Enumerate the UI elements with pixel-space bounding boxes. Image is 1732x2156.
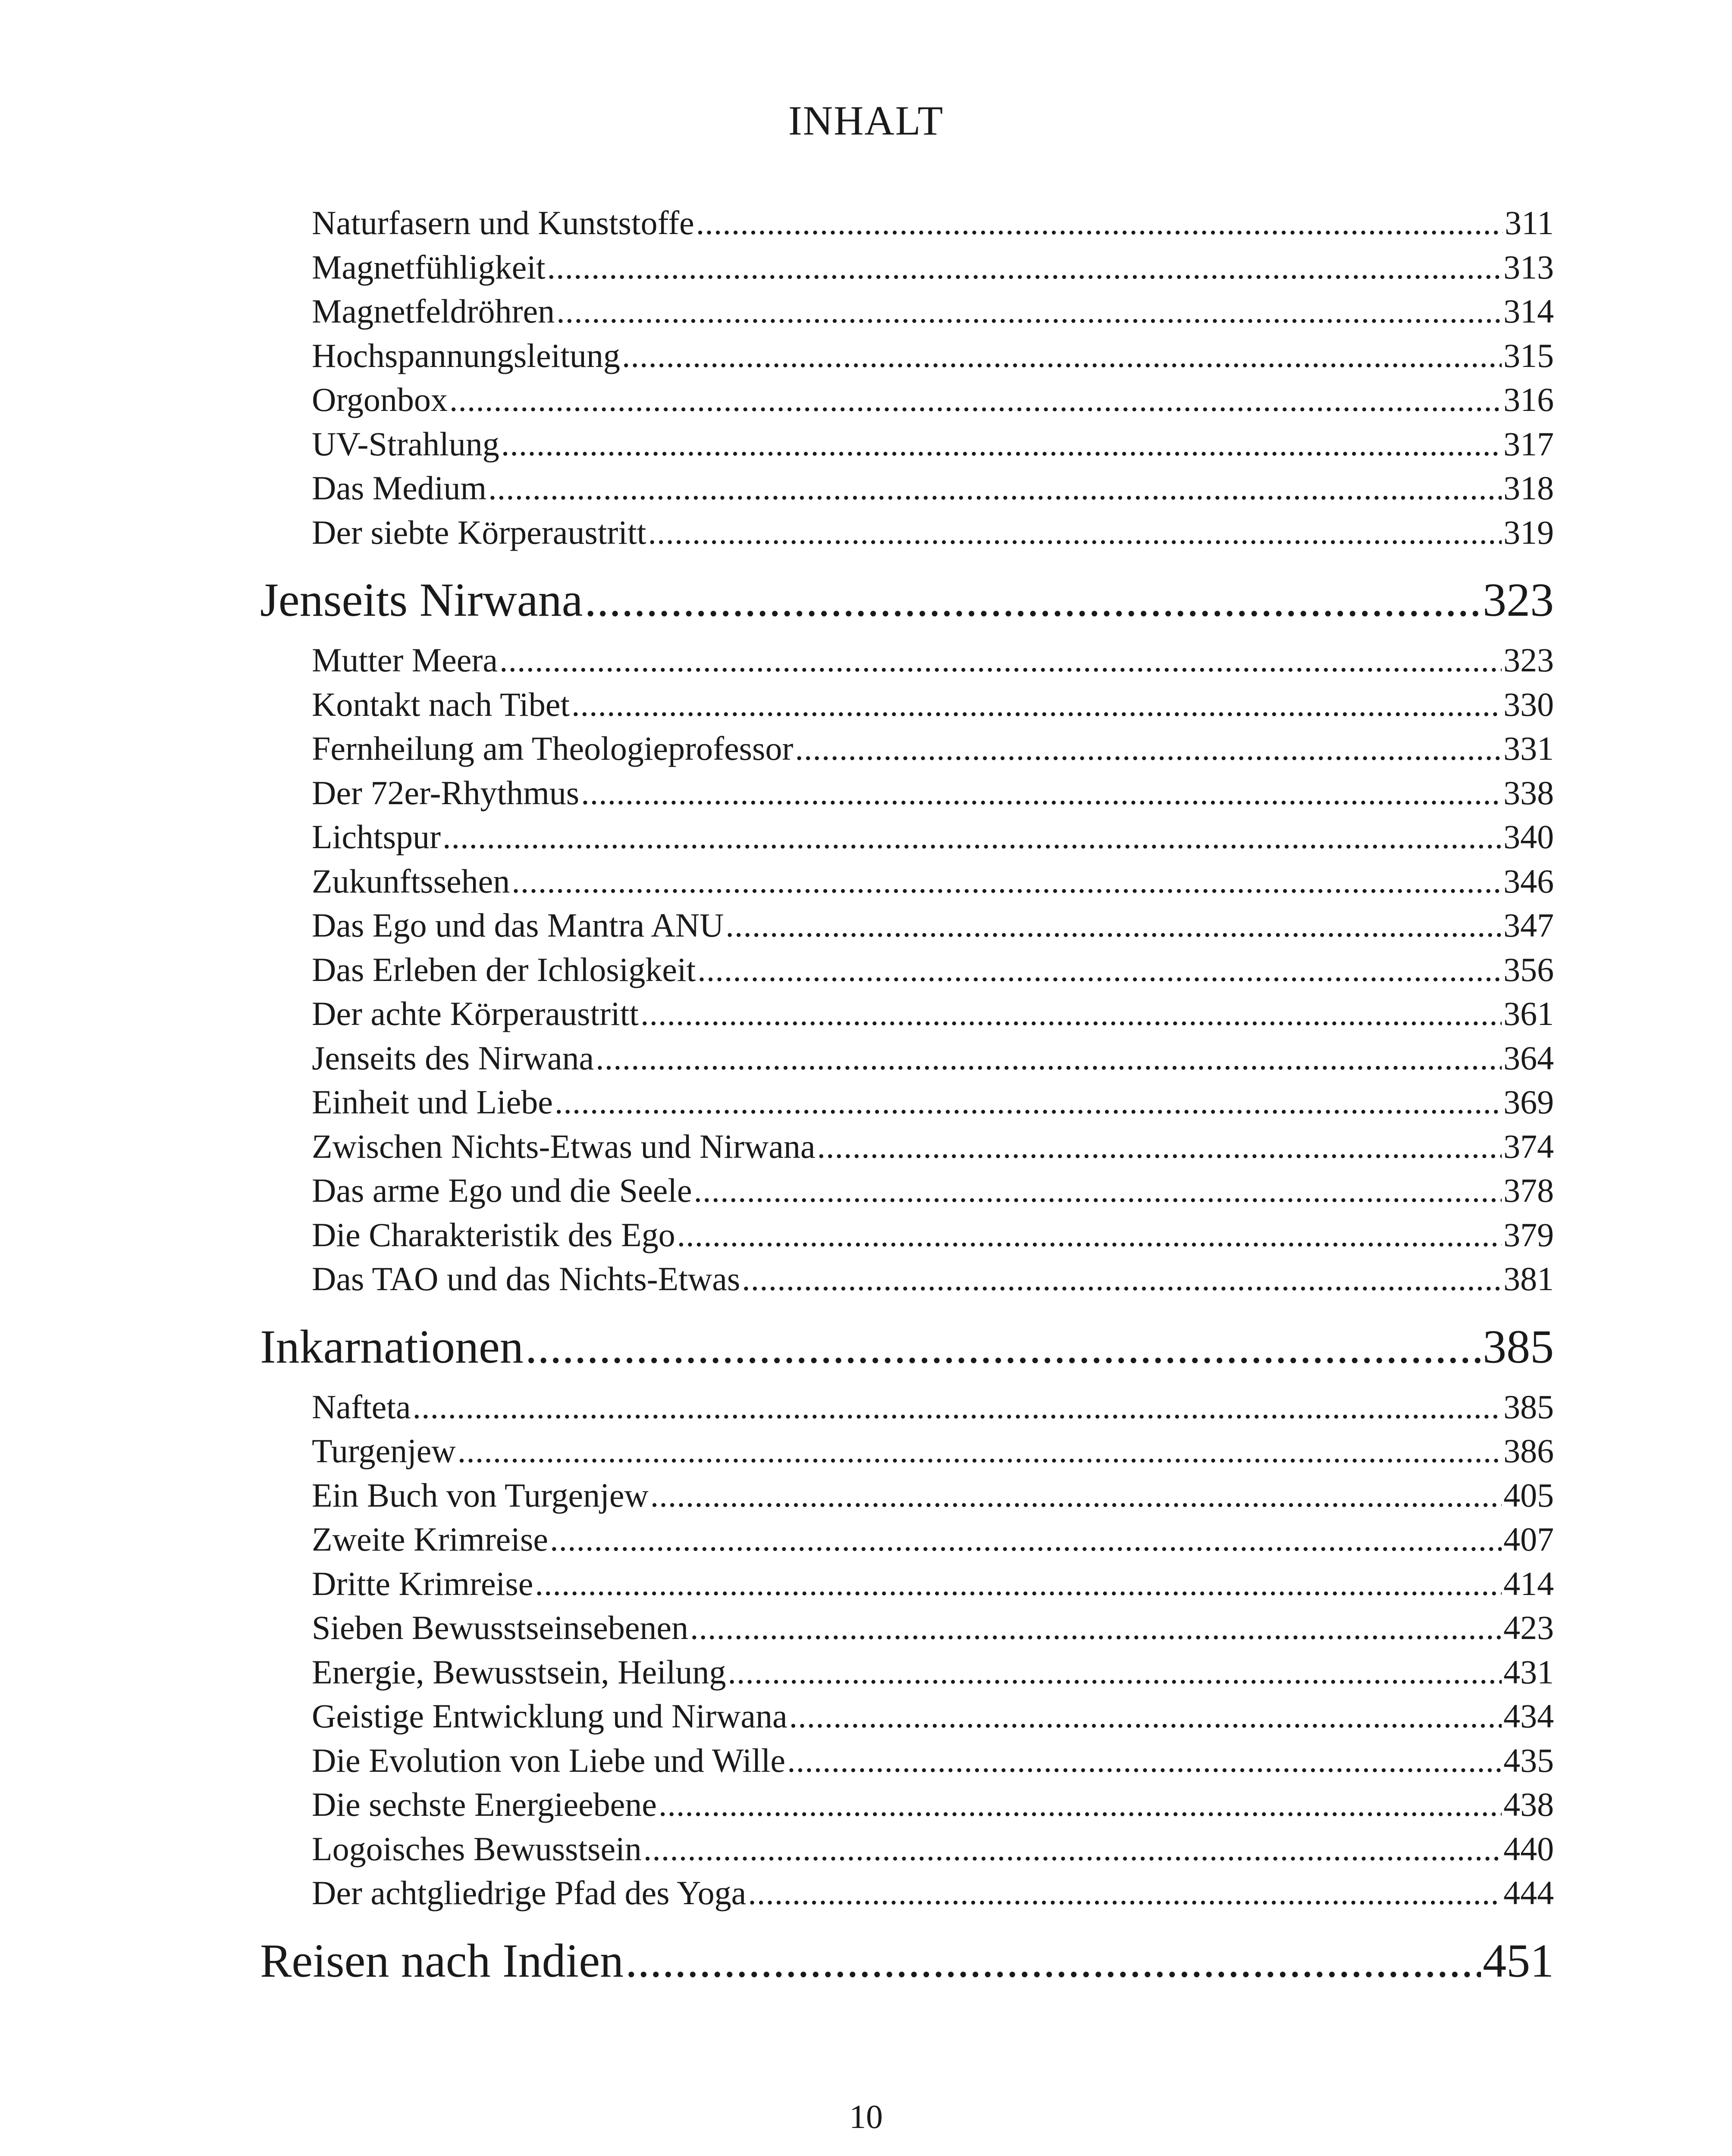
toc-entry [260, 1434, 1554, 1479]
dot-leader [596, 1041, 1502, 1075]
entry-page-number: 369 [1503, 1083, 1554, 1121]
entry-page-number: 385 [1503, 1388, 1554, 1426]
entry-title: UV-Strahlung [312, 425, 499, 463]
entry-title: Kontakt nach Tibet [312, 685, 570, 723]
toc-entry [260, 1127, 1554, 1174]
entry-page-number: 340 [1503, 818, 1554, 856]
entry-title: Das Medium [312, 469, 487, 507]
dot-leader [555, 1085, 1502, 1119]
entry-page-number: 338 [1503, 774, 1554, 812]
toc-entry [260, 1564, 1554, 1611]
entry-title: Das Erleben der Ichlosigkeit [312, 950, 696, 988]
entry-page-number: 317 [1503, 425, 1554, 463]
dot-leader [725, 909, 1502, 942]
toc-entry [260, 248, 1554, 295]
toc-entry [260, 1832, 1554, 1877]
entry-title: Das TAO und das Nichts-Etwas [312, 1260, 740, 1297]
entry-title: Hochspannungsleitung [312, 336, 620, 374]
toc-entry [260, 1174, 1554, 1218]
dot-leader [694, 1174, 1502, 1207]
dot-leader [501, 427, 1502, 461]
dot-leader [556, 295, 1502, 328]
entry-page-number: 435 [1503, 1741, 1554, 1779]
dot-leader [449, 383, 1502, 417]
toc-entry [260, 1655, 1554, 1700]
chapter-page-number: 323 [1483, 573, 1554, 626]
dot-leader [622, 339, 1502, 373]
toc-entry [260, 1699, 1554, 1744]
entry-title: Magnetfühligkeit [312, 248, 546, 286]
dot-leader [748, 1876, 1502, 1910]
entry-title: Der siebte Körperaustritt [312, 513, 646, 551]
dot-leader [550, 1523, 1502, 1556]
entry-page-number: 438 [1503, 1786, 1554, 1823]
toc-entry [260, 997, 1554, 1041]
entry-title: Zweite Krimreise [312, 1520, 548, 1558]
dot-leader [488, 471, 1502, 505]
chapter-title: Jenseits Nirwana [260, 573, 583, 626]
dot-leader [442, 820, 1502, 854]
toc-entry [260, 820, 1554, 865]
entry-page-number: 315 [1503, 336, 1554, 374]
entry-title: Die Evolution von Liebe und Wille [312, 1741, 786, 1779]
toc-chapter-heading [260, 1320, 1554, 1390]
dot-leader [728, 1655, 1502, 1689]
entry-title: Ein Buch von Turgenjew [312, 1476, 649, 1514]
toc-entry [260, 906, 1554, 953]
toc-entry [260, 1876, 1554, 1921]
dot-leader [584, 576, 1481, 624]
entry-title: Jenseits des Nirwana [312, 1039, 594, 1077]
entry-page-number: 374 [1503, 1127, 1554, 1165]
toc-entry [260, 1262, 1554, 1307]
dot-leader [458, 1434, 1502, 1468]
dot-leader [789, 1699, 1502, 1733]
entry-page-number: 346 [1503, 862, 1554, 900]
toc-entry [260, 1390, 1554, 1435]
dot-leader [581, 776, 1502, 810]
toc-chapter-heading [260, 573, 1554, 643]
entry-title: Naturfasern und Kunststoffe [312, 204, 694, 241]
entry-page-number: 361 [1503, 995, 1554, 1032]
chapter-title: Reisen nach Indien [260, 1934, 624, 1987]
chapter-page-number: 451 [1483, 1934, 1554, 1987]
dot-leader [817, 1130, 1502, 1163]
entry-page-number: 313 [1503, 248, 1554, 286]
entry-page-number: 381 [1503, 1260, 1554, 1297]
dot-leader [650, 1479, 1502, 1512]
page-number: 10 [849, 2098, 883, 2135]
toc-entry [260, 776, 1554, 821]
toc-entry [260, 1741, 1554, 1788]
dot-leader [499, 643, 1502, 677]
dot-leader [690, 1611, 1502, 1645]
dot-leader [659, 1788, 1502, 1821]
dot-leader [511, 865, 1502, 898]
entry-page-number: 311 [1504, 204, 1554, 241]
entry-page-number: 378 [1503, 1172, 1554, 1209]
entry-title: Fernheilung am Theologieprofessor [312, 730, 794, 767]
toc-lead-section [260, 206, 1554, 560]
dot-leader [525, 1323, 1481, 1370]
dot-leader [413, 1390, 1502, 1424]
entry-page-number: 316 [1503, 381, 1554, 418]
toc-entry [260, 643, 1554, 688]
entry-title: Der achte Körperaustritt [312, 995, 639, 1032]
entry-page-number: 318 [1503, 469, 1554, 507]
entry-title: Das arme Ego und die Seele [312, 1172, 692, 1209]
entry-title: Der 72er-Rhythmus [312, 774, 580, 812]
entry-page-number: 379 [1503, 1216, 1554, 1253]
entry-title: Turgenjew [312, 1432, 456, 1470]
toc-chapters [260, 560, 1554, 2004]
entry-page-number: 314 [1503, 292, 1554, 330]
entry-title: Geistige Entwicklung und Nirwana [312, 1697, 788, 1735]
toc-chapter-heading [260, 1934, 1554, 2004]
entry-title: Zukunftssehen [312, 862, 510, 900]
entry-page-number: 356 [1503, 950, 1554, 988]
dot-leader [677, 1218, 1502, 1252]
chapter-page-number: 385 [1483, 1320, 1554, 1373]
toc-chapter-section [260, 1307, 1554, 1921]
toc-entry [260, 685, 1554, 732]
toc-entry [260, 950, 1554, 997]
entry-page-number: 431 [1503, 1653, 1554, 1691]
entry-page-number: 347 [1503, 906, 1554, 944]
entry-page-number: 434 [1503, 1697, 1554, 1735]
entry-title: Orgonbox [312, 381, 448, 418]
entry-title: Nafteta [312, 1388, 411, 1426]
entry-page-number: 386 [1503, 1432, 1554, 1470]
dot-leader [697, 953, 1502, 987]
toc-entry [260, 206, 1554, 251]
toc-chapter-section [260, 1921, 1554, 2004]
dot-leader [787, 1744, 1502, 1777]
entry-page-number: 414 [1503, 1564, 1554, 1602]
toc-entry [260, 1476, 1554, 1523]
entry-page-number: 444 [1503, 1874, 1554, 1912]
toc-entry [260, 383, 1554, 427]
table-of-contents [260, 206, 1554, 2004]
entry-page-number: 364 [1503, 1039, 1554, 1077]
page-title: INHALT [788, 97, 944, 144]
entry-title: Logoisches Bewusstsein [312, 1830, 642, 1868]
toc-entry [260, 427, 1554, 472]
toc-entry [260, 1611, 1554, 1655]
toc-entry [260, 513, 1554, 560]
toc-entry [260, 862, 1554, 909]
toc-entry [260, 336, 1554, 383]
chapter-title: Inkarnationen [260, 1320, 524, 1373]
entry-page-number: 319 [1503, 513, 1554, 551]
toc-entry [260, 732, 1554, 776]
entry-title: Magnetfeldröhren [312, 292, 555, 330]
toc-entry [260, 292, 1554, 339]
entry-title: Lichtspur [312, 818, 441, 856]
dot-leader [696, 206, 1503, 240]
entry-page-number: 330 [1503, 685, 1554, 723]
toc-entry [260, 1085, 1554, 1130]
dot-leader [547, 251, 1502, 284]
entry-title: Energie, Bewusstsein, Heilung [312, 1653, 726, 1691]
entry-page-number: 407 [1503, 1520, 1554, 1558]
toc-entry [260, 1788, 1554, 1832]
dot-leader [535, 1567, 1502, 1601]
entry-title: Der achtgliedrige Pfad des Yoga [312, 1874, 747, 1912]
entry-page-number: 405 [1503, 1476, 1554, 1514]
entry-page-number: 323 [1503, 641, 1554, 679]
toc-chapter-section [260, 560, 1554, 1307]
dot-leader [795, 732, 1502, 765]
dot-leader [643, 1832, 1502, 1866]
entry-title: Mutter Meera [312, 641, 498, 679]
entry-page-number: 331 [1503, 730, 1554, 767]
entry-title: Sieben Bewusstseinsebenen [312, 1609, 689, 1646]
toc-entry [260, 1041, 1554, 1086]
dot-leader [742, 1262, 1502, 1296]
toc-entry [260, 1520, 1554, 1567]
entry-title: Dritte Krimreise [312, 1564, 533, 1602]
entry-title: Das Ego und das Mantra ANU [312, 906, 724, 944]
toc-entry [260, 1218, 1554, 1263]
toc-entry [260, 471, 1554, 516]
entry-title: Die Charakteristik des Ego [312, 1216, 675, 1253]
entry-title: Die sechste Energieebene [312, 1786, 657, 1823]
entry-page-number: 423 [1503, 1609, 1554, 1646]
dot-leader [625, 1937, 1481, 1984]
dot-leader [571, 688, 1502, 721]
entry-page-number: 440 [1503, 1830, 1554, 1868]
entry-title: Zwischen Nichts-Etwas und Nirwana [312, 1127, 816, 1165]
dot-leader [640, 997, 1502, 1031]
entry-title: Einheit und Liebe [312, 1083, 553, 1121]
dot-leader [648, 516, 1502, 549]
